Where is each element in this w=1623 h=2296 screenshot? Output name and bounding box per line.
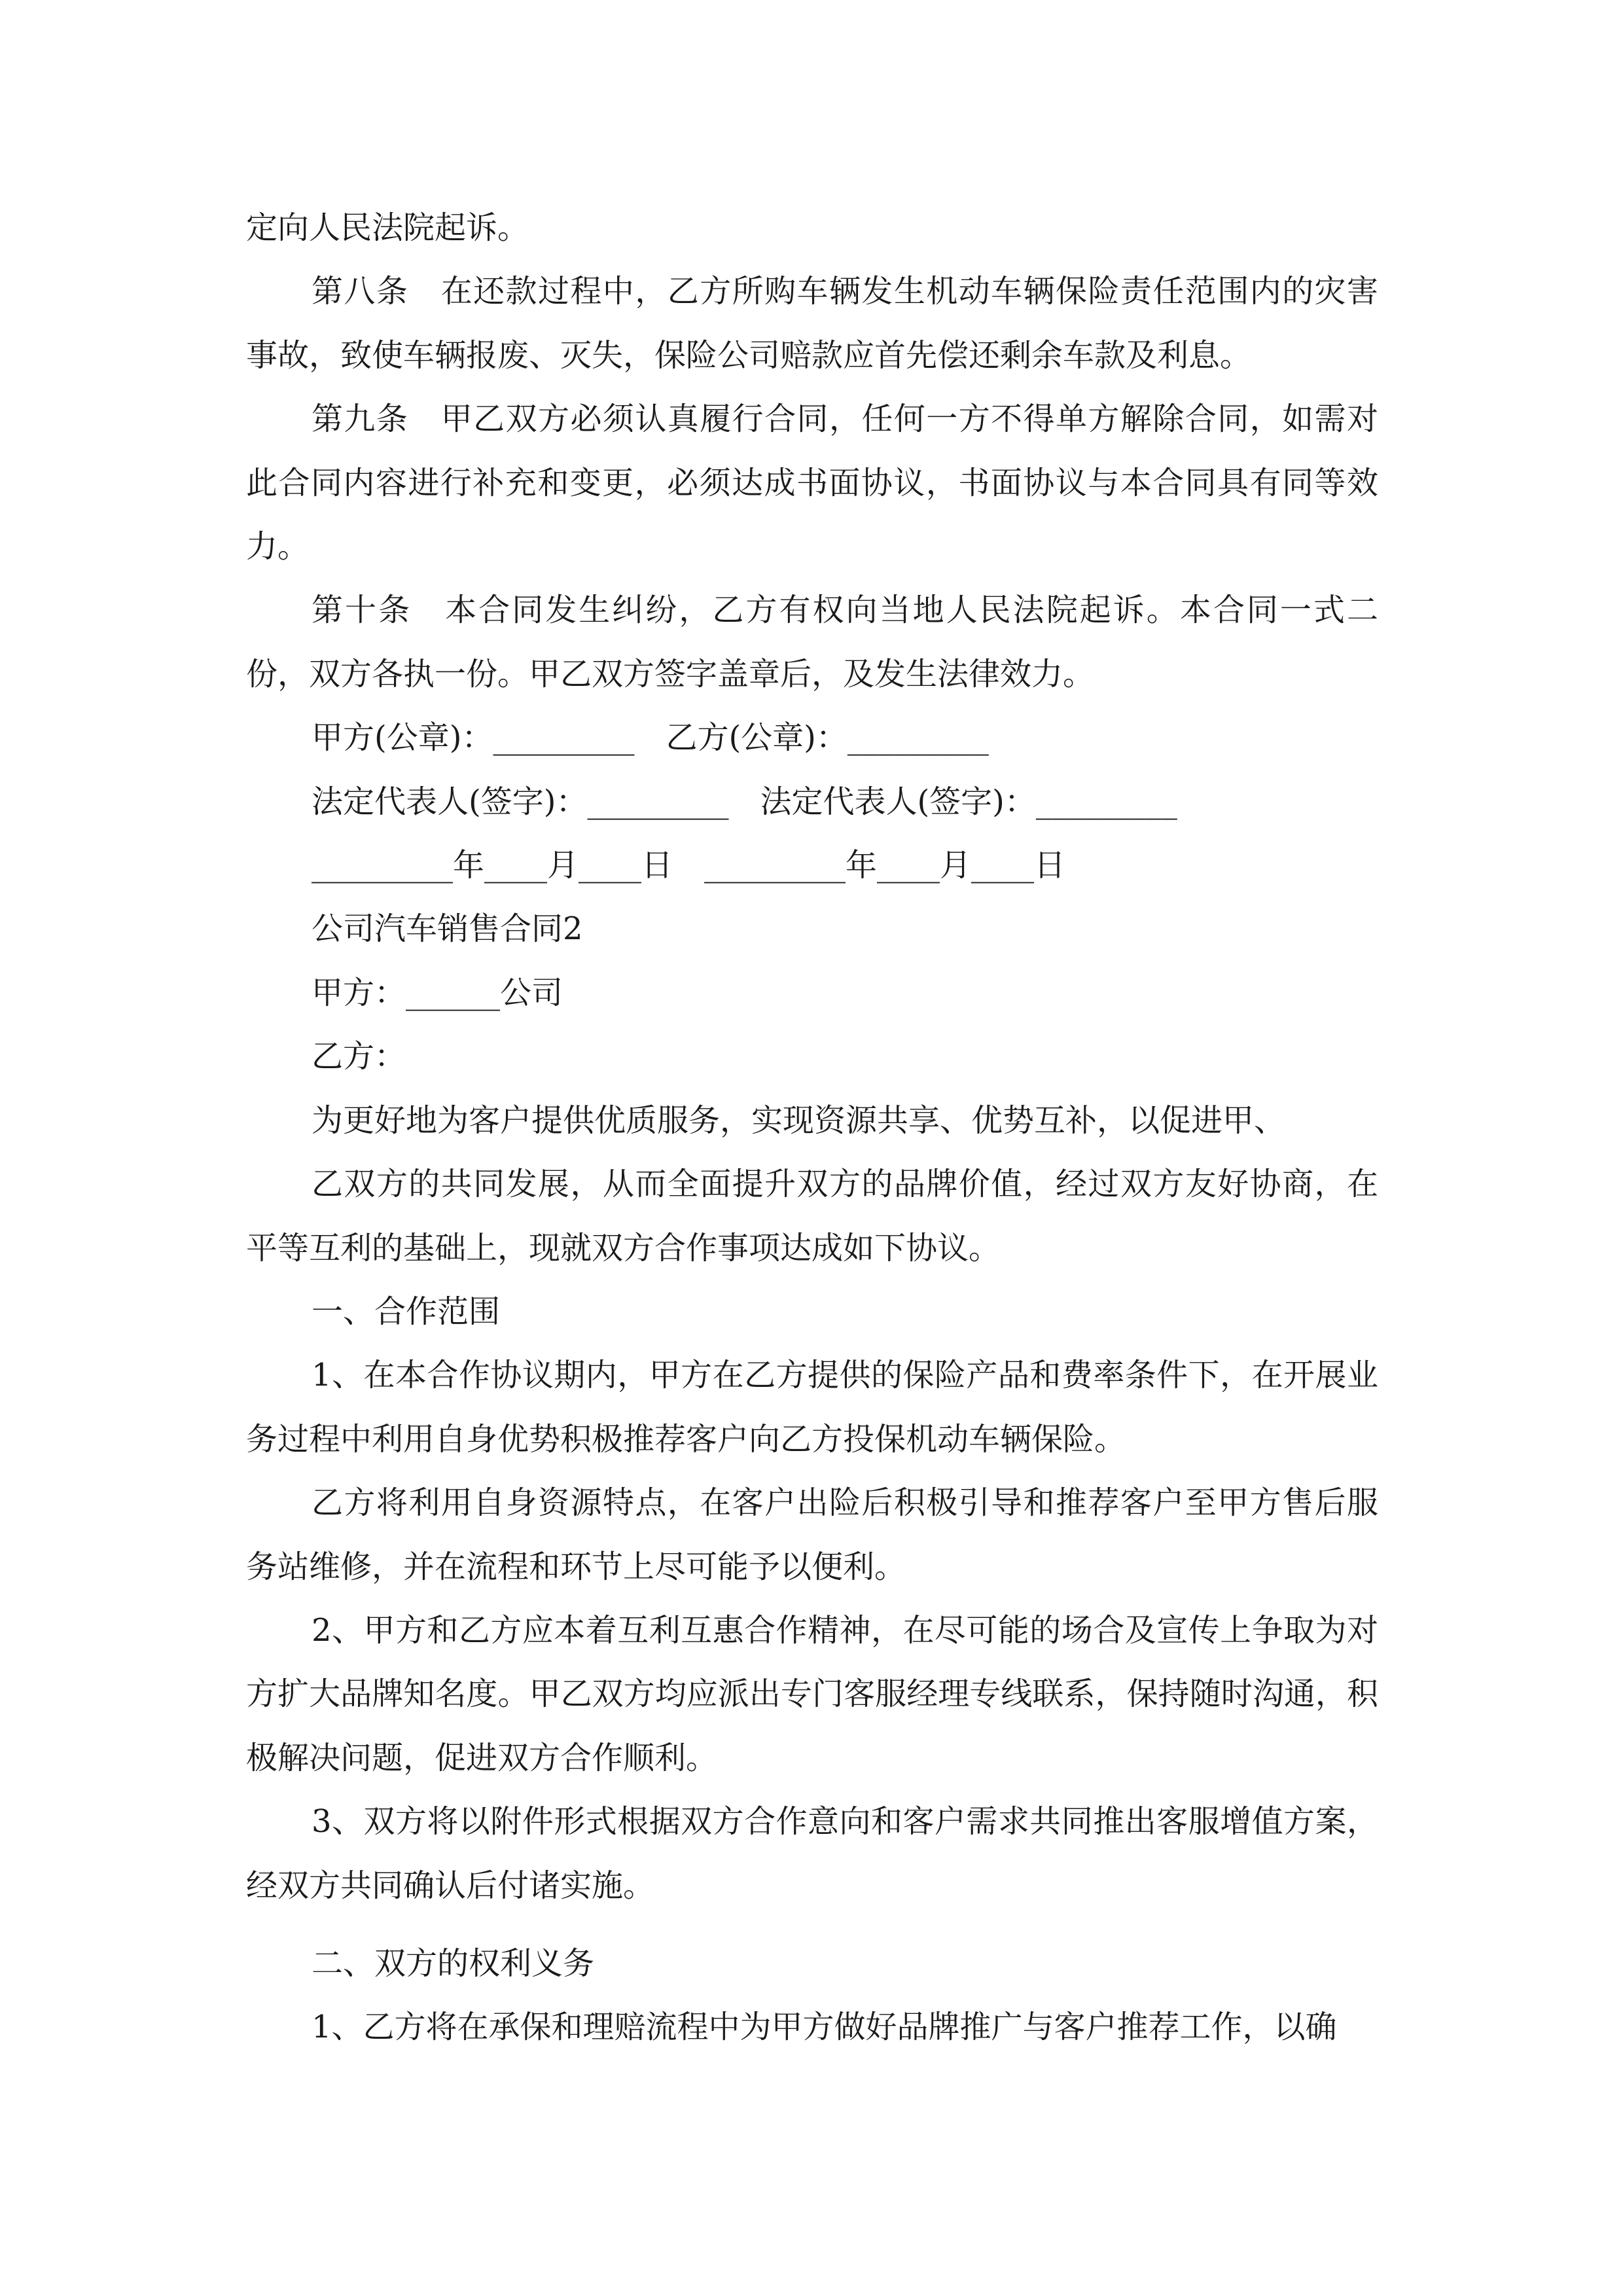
paragraph: 定向人民法院起诉。 — [246, 209, 529, 246]
party-b-line: 乙方： — [312, 1038, 406, 1075]
signature-line-party: 甲方(公章)：_________ 乙方(公章)：_________ — [312, 719, 989, 757]
section-title: 公司汽车销售合同2 — [312, 910, 583, 948]
paragraph: 为更好地为客户提供优质服务，实现资源共享、优势互补，以促进甲、 — [312, 1102, 1286, 1139]
section-heading: 二、双方的权利义务 — [312, 1945, 595, 1982]
paragraph: 乙方将利用自身资源特点，在客户出险后积极引导和推荐客户至甲方售后服务站维修，并在流程和环节上尽可能予以便利。 — [246, 1484, 1378, 1585]
section-heading: 一、合作范围 — [312, 1293, 501, 1330]
paragraph: 乙双方的共同发展，从而全面提升双方的品牌价值，经过双方友好协商，在平等互利的基础上，现就双方合作事项达成如下协议。 — [246, 1166, 1378, 1266]
signature-line-date: _________年____月____日 _________年____月____日 — [312, 847, 1066, 884]
paragraph: 2、甲方和乙方应本着互利互惠合作精神，在尽可能的场合及宣传上争取为对方扩大品牌知名度。甲乙双方均应派出专门客服经理专线联系，保持随时沟通，积极解决问题，促进双方合作顺利。 — [246, 1611, 1378, 1776]
paragraph: 第八条 在还款过程中，乙方所购车辆发生机动车辆保险责任范围内的灾害事故，致使车辆报废、灭失，保险公司赔款应首先偿还剩余车款及利息。 — [246, 273, 1378, 374]
paragraph: 3、双方将以附件形式根据双方合作意向和客户需求共同推出客服增值方案，经双方共同确认后付诸实施。 — [246, 1803, 1378, 1904]
contract-body — [246, 196, 1378, 2060]
paragraph: 第十条 本合同发生纠纷，乙方有权向当地人民法院起诉。本合同一式二份，双方各执一份。甲乙双方签字盖章后，及发生法律效力。 — [246, 592, 1378, 692]
signature-line-representative: 法定代表人(签字)：_________ 法定代表人(签字)：_________ — [312, 783, 1177, 820]
paragraph: 1、在本合作协议期内，甲方在乙方提供的保险产品和费率条件下，在开展业务过程中利用自身优势积极推荐客户向乙方投保机动车辆保险。 — [246, 1357, 1378, 1458]
paragraph: 第九条 甲乙双方必须认真履行合同，任何一方不得单方解除合同，如需对此合同内容进行补充和变更，必须达成书面协议，书面协议与本合同具有同等效力。 — [246, 401, 1378, 565]
paragraph: 1、乙方将在承保和理赔流程中为甲方做好品牌推广与客户推荐工作，以确 — [312, 2009, 1337, 2046]
party-a-line: 甲方：______公司 — [312, 974, 563, 1011]
